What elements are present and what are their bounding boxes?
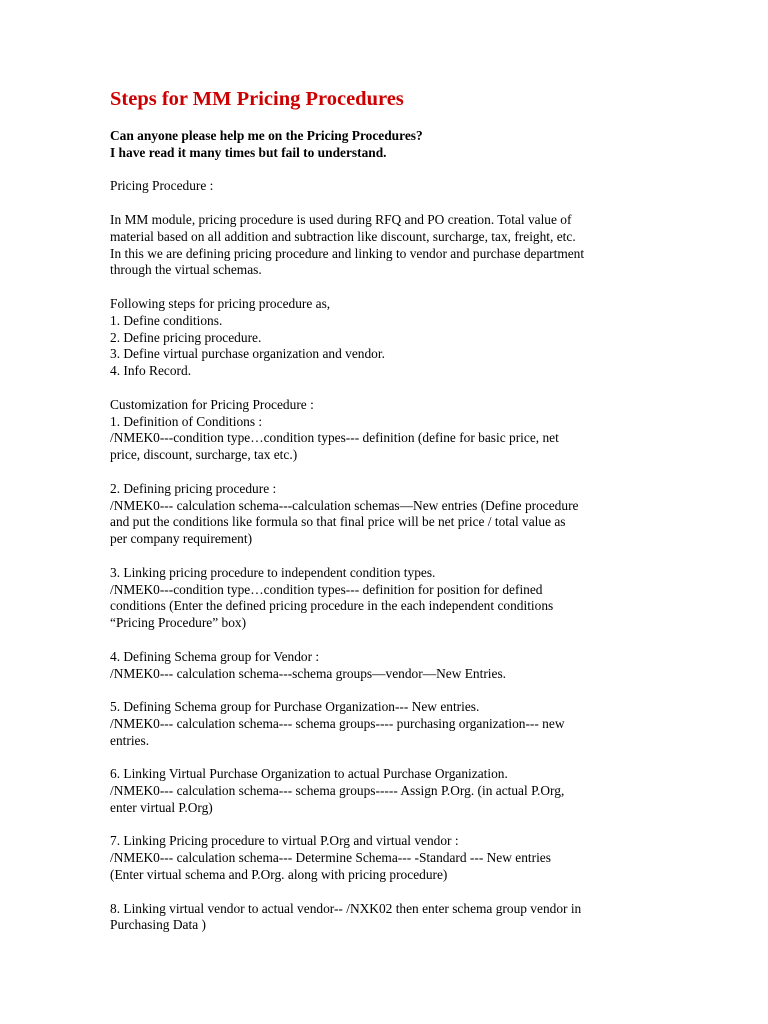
text-line: /NMEK0--- calculation schema--- Determine Schema--- -Standard --- New entries xyxy=(110,850,551,866)
text-line: per company requirement) xyxy=(110,531,253,547)
text-line: In MM module, pricing procedure is used during RFQ and PO creation. Total value of xyxy=(110,211,572,227)
text-line: /NMEK0--- calculation schema---schema groups—vendor—New Entries. xyxy=(110,665,507,681)
text-line: /NMEK0--- calculation schema---calculation schemas—New entries (Define procedure xyxy=(110,497,579,513)
text-line: 7. Linking Pricing procedure to virtual P.Org and virtual vendor : xyxy=(110,833,459,849)
paragraph-steps-list xyxy=(110,296,670,380)
list-item: 1. Define conditions. xyxy=(110,312,223,328)
text-line: and put the conditions like formula so that final price will be net price / total value as xyxy=(110,514,566,530)
text-line: conditions (Enter the defined pricing procedure in the each independent conditions xyxy=(110,598,554,614)
paragraph-step-4 xyxy=(110,649,670,683)
paragraph-step-5 xyxy=(110,699,670,749)
text-line: 4. Defining Schema group for Vendor : xyxy=(110,648,320,664)
text-line: /NMEK0--- calculation schema--- schema groups---- purchasing organization--- new xyxy=(110,715,565,731)
text-line: price, discount, surcharge, tax etc.) xyxy=(110,447,298,463)
question-text xyxy=(110,128,670,162)
paragraph-customization-step-1 xyxy=(110,397,670,464)
question-line: I have read it many times but fail to understand. xyxy=(110,144,387,160)
text-line: material based on all addition and subtraction like discount, surcharge, tax, freight, etc. xyxy=(110,228,576,244)
text-line: 6. Linking Virtual Purchase Organization to actual Purchase Organization. xyxy=(110,766,508,782)
text-line: 1. Definition of Conditions : xyxy=(110,413,263,429)
text-line: /NMEK0--- calculation schema--- schema groups----- Assign P.Org. (in actual P.Org, xyxy=(110,783,565,799)
page-title: Steps for MM Pricing Procedures xyxy=(110,88,404,110)
text-line: /NMEK0---condition type…condition types--- definition for position for defined xyxy=(110,581,543,597)
list-item: 2. Define pricing procedure. xyxy=(110,329,262,345)
text-line: /NMEK0---condition type…condition types--- definition (define for basic price, net xyxy=(110,430,559,446)
question-line: Can anyone please help me on the Pricing Procedures? xyxy=(110,128,423,143)
text-line: through the virtual schemas. xyxy=(110,262,262,278)
text-line: enter virtual P.Org) xyxy=(110,799,213,815)
text-line: In this we are defining pricing procedure and linking to vendor and purchase department xyxy=(110,245,585,261)
text-line: Customization for Pricing Procedure : xyxy=(110,396,314,412)
text-line: (Enter virtual schema and P.Org. along with pricing procedure) xyxy=(110,867,448,883)
paragraph-pricing-procedure-heading xyxy=(110,178,670,195)
list-item: 4. Info Record. xyxy=(110,363,192,379)
paragraph-step-2 xyxy=(110,481,670,548)
document-page xyxy=(110,86,670,934)
paragraph-step-6 xyxy=(110,766,670,816)
text-line: Purchasing Data ) xyxy=(110,917,206,933)
text-line: 5. Defining Schema group for Purchase Organization--- New entries. xyxy=(110,699,480,715)
paragraph-step-3 xyxy=(110,565,670,632)
list-item: 3. Define virtual purchase organization and vendor. xyxy=(110,346,385,362)
text-line: Pricing Procedure : xyxy=(110,178,214,194)
paragraph-step-7 xyxy=(110,833,670,883)
paragraph-step-8 xyxy=(110,901,670,935)
text-line: 3. Linking pricing procedure to independent condition types. xyxy=(110,564,436,580)
paragraph-mm-module-intro xyxy=(110,212,670,279)
text-line: Following steps for pricing procedure as, xyxy=(110,295,331,311)
text-line: 2. Defining pricing procedure : xyxy=(110,480,277,496)
text-line: entries. xyxy=(110,732,150,748)
text-line: 8. Linking virtual vendor to actual vendor-- /NXK02 then enter schema group vendor in xyxy=(110,900,582,916)
text-line: “Pricing Procedure” box) xyxy=(110,615,247,631)
